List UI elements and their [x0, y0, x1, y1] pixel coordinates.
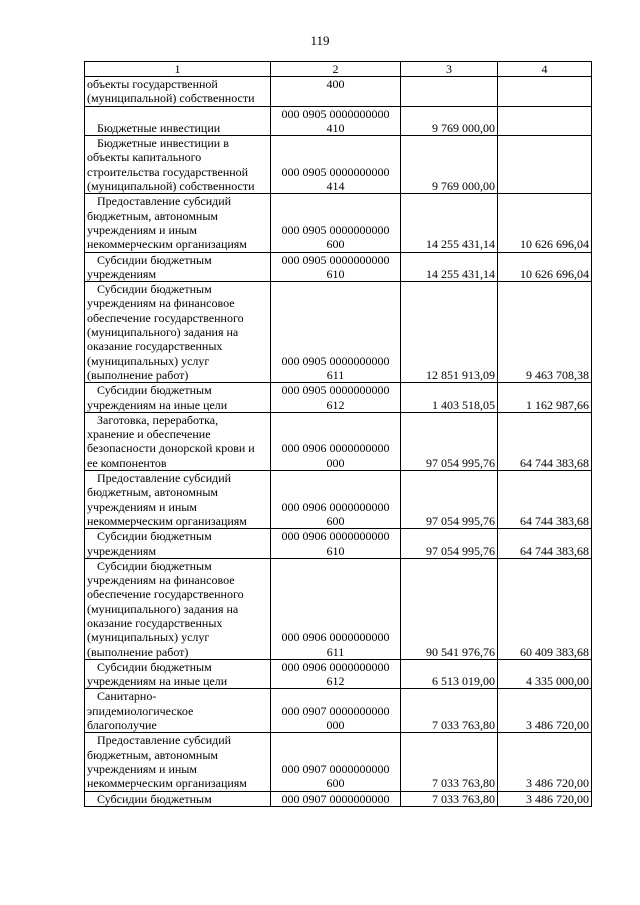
table-row	[85, 733, 592, 791]
row-amount-col4: 3 486 720,00	[498, 689, 592, 733]
row-name: Предоставление субсидий бюджетным, автономным учреждениям и иным некоммерческим организациям	[85, 733, 271, 791]
row-amount-col4	[498, 77, 592, 107]
row-amount-col3: 14 255 431,14	[401, 252, 498, 282]
row-amount-col3: 90 541 976,76	[401, 558, 498, 659]
row-amount-col3: 6 513 019,00	[401, 659, 498, 689]
table-row	[85, 529, 592, 559]
row-code: 000 0905 0000000000 611	[271, 282, 401, 383]
row-amount-col3: 97 054 995,76	[401, 471, 498, 529]
row-code: 000 0906 0000000000 611	[271, 558, 401, 659]
table-row	[85, 106, 592, 136]
row-amount-col3	[401, 77, 498, 107]
table-row	[85, 252, 592, 282]
column-header-2: 2	[271, 62, 401, 77]
row-code: 000 0905 0000000000 410	[271, 106, 401, 136]
row-amount-col3: 7 033 763,80	[401, 791, 498, 806]
row-code: 000 0906 0000000000 612	[271, 659, 401, 689]
row-amount-col4: 3 486 720,00	[498, 733, 592, 791]
row-code: 000 0905 0000000000 612	[271, 383, 401, 413]
column-header-4: 4	[498, 62, 592, 77]
table-row	[85, 412, 592, 470]
row-amount-col4: 64 744 383,68	[498, 412, 592, 470]
row-code: 000 0906 0000000000 600	[271, 471, 401, 529]
column-header-1: 1	[85, 62, 271, 77]
row-name: Заготовка, переработка, хранение и обеспечение безопасности донорской крови и ее компонентов	[85, 412, 271, 470]
row-name: объекты государственной (муниципальной) собственности	[85, 77, 271, 107]
row-amount-col4: 64 744 383,68	[498, 471, 592, 529]
row-amount-col4: 60 409 383,68	[498, 558, 592, 659]
row-name: Бюджетные инвестиции	[85, 106, 271, 136]
table-row	[85, 791, 592, 806]
row-name: Санитарно- эпидемиологическое благополучие	[85, 689, 271, 733]
row-amount-col4: 10 626 696,04	[498, 194, 592, 252]
row-amount-col4: 1 162 987,66	[498, 383, 592, 413]
table-row	[85, 689, 592, 733]
row-amount-col4	[498, 106, 592, 136]
table-body	[85, 77, 592, 807]
row-name: Субсидии бюджетным учреждениям на финансовое обеспечение государственного (муниципального) задания на оказание государственных (муниципальных) услуг (выполнение работ)	[85, 558, 271, 659]
row-amount-col4: 4 335 000,00	[498, 659, 592, 689]
row-amount-col3: 9 769 000,00	[401, 136, 498, 194]
row-code: 400	[271, 77, 401, 107]
row-amount-col4: 3 486 720,00	[498, 791, 592, 806]
row-name: Субсидии бюджетным учреждениям на иные цели	[85, 383, 271, 413]
row-name: Субсидии бюджетным учреждениям на иные цели	[85, 659, 271, 689]
budget-table	[84, 61, 592, 807]
row-code: 000 0907 0000000000 000	[271, 689, 401, 733]
table-row	[85, 659, 592, 689]
column-header-3: 3	[401, 62, 498, 77]
row-name: Бюджетные инвестиции в объекты капитального строительства государственной (муниципальной) собственности	[85, 136, 271, 194]
row-code: 000 0907 0000000000	[271, 791, 401, 806]
row-amount-col3: 7 033 763,80	[401, 733, 498, 791]
row-amount-col4: 64 744 383,68	[498, 529, 592, 559]
page-number: 119	[310, 33, 330, 48]
row-code: 000 0905 0000000000 414	[271, 136, 401, 194]
row-code: 000 0906 0000000000 610	[271, 529, 401, 559]
row-code: 000 0907 0000000000 600	[271, 733, 401, 791]
table-row	[85, 77, 592, 107]
row-name: Субсидии бюджетным	[85, 791, 271, 806]
row-amount-col3: 97 054 995,76	[401, 529, 498, 559]
row-amount-col3: 12 851 913,09	[401, 282, 498, 383]
row-amount-col3: 97 054 995,76	[401, 412, 498, 470]
row-name: Предоставление субсидий бюджетным, автономным учреждениям и иным некоммерческим организациям	[85, 194, 271, 252]
row-amount-col3: 9 769 000,00	[401, 106, 498, 136]
row-amount-col3: 14 255 431,14	[401, 194, 498, 252]
table-row	[85, 558, 592, 659]
header-row	[85, 62, 592, 77]
row-amount-col3: 7 033 763,80	[401, 689, 498, 733]
table-row	[85, 136, 592, 194]
row-amount-col4	[498, 136, 592, 194]
row-name: Субсидии бюджетным учреждениям	[85, 252, 271, 282]
row-code: 000 0906 0000000000 000	[271, 412, 401, 470]
table-row	[85, 471, 592, 529]
row-amount-col3: 1 403 518,05	[401, 383, 498, 413]
table-row	[85, 282, 592, 383]
row-name: Предоставление субсидий бюджетным, автономным учреждениям и иным некоммерческим организациям	[85, 471, 271, 529]
row-amount-col4: 10 626 696,04	[498, 252, 592, 282]
row-name: Субсидии бюджетным учреждениям	[85, 529, 271, 559]
row-code: 000 0905 0000000000 610	[271, 252, 401, 282]
table-header	[85, 62, 592, 77]
row-amount-col4: 9 463 708,38	[498, 282, 592, 383]
table-row	[85, 383, 592, 413]
table-row	[85, 194, 592, 252]
row-name: Субсидии бюджетным учреждениям на финансовое обеспечение государственного (муниципального) задания на оказание государственных (муниципальных) услуг (выполнение работ)	[85, 282, 271, 383]
row-code: 000 0905 0000000000 600	[271, 194, 401, 252]
